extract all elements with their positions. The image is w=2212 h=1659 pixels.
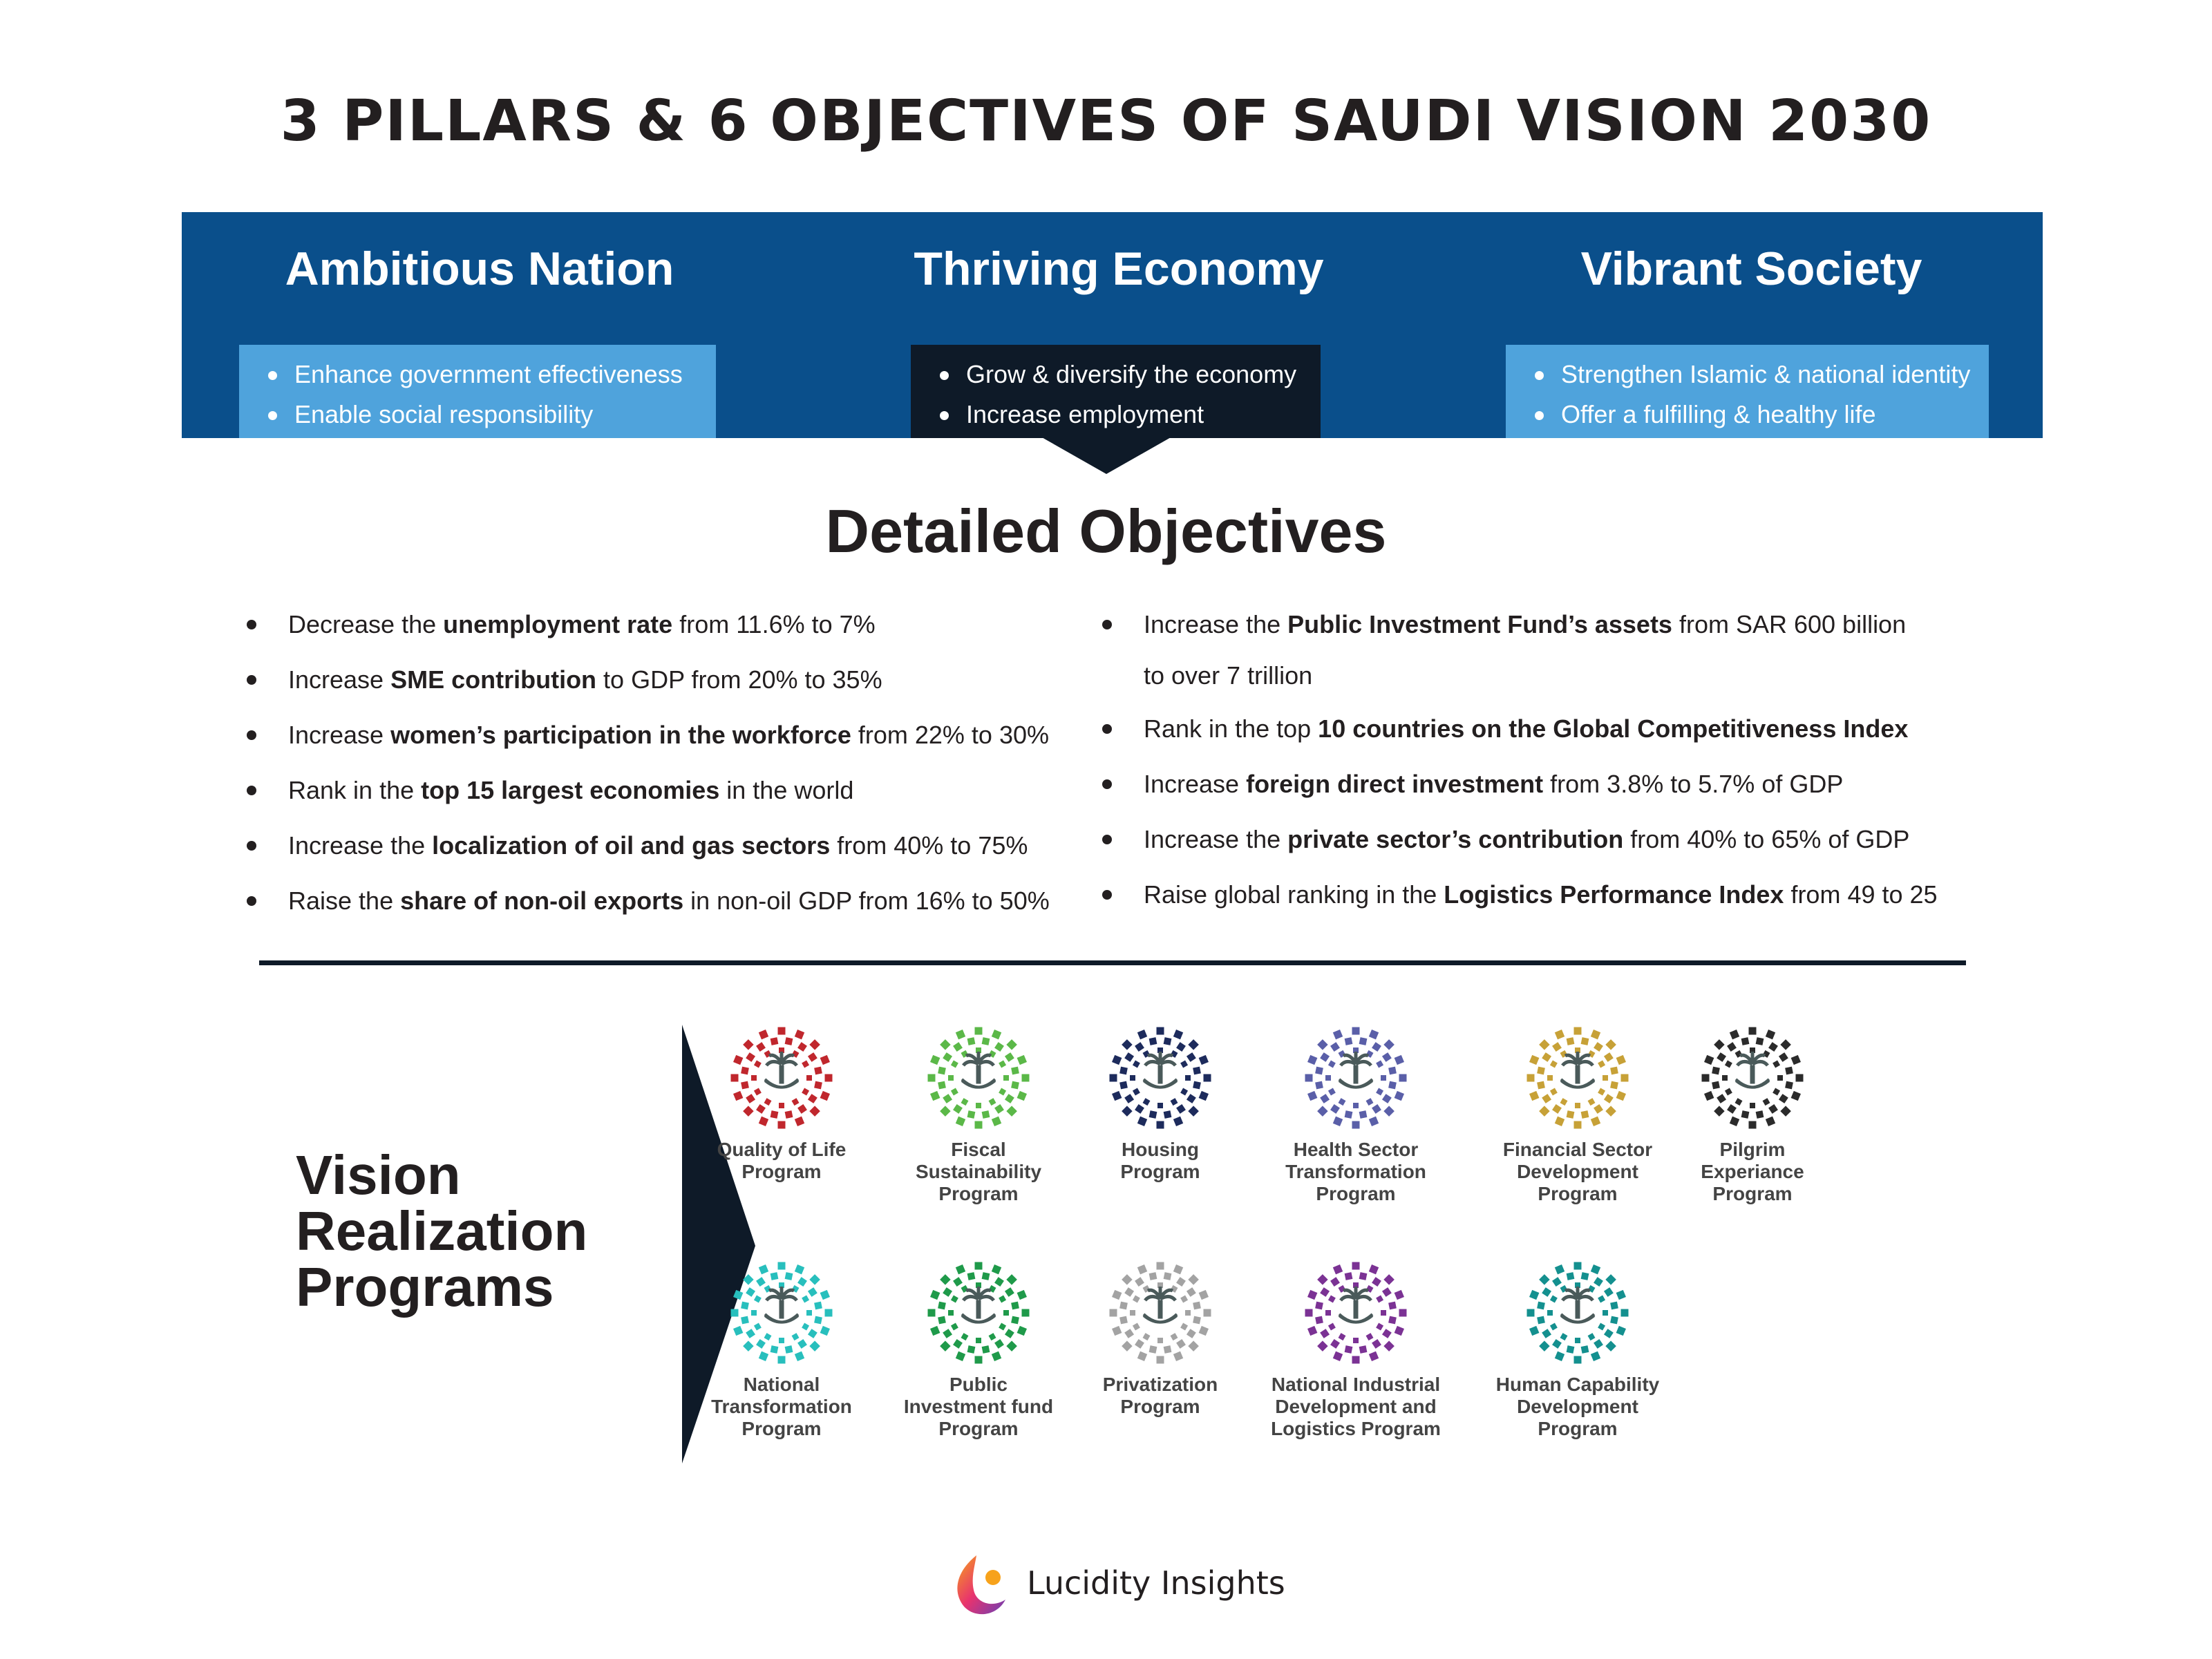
objective-item: Enhance government effectiveness [268, 354, 716, 395]
detailed-objectives-left-list [247, 597, 1050, 929]
program-emblem-icon [1301, 1258, 1411, 1368]
program-label: National Transformation Program [711, 1374, 852, 1439]
program-item [875, 1023, 1082, 1205]
program-label: National Industrial Development and Logistics Program [1271, 1374, 1441, 1439]
pillar-thriving-economy-objectives [911, 345, 1321, 438]
objective-list-item: Increase SME contribution to GDP from 20% to 35% [247, 652, 1050, 708]
pillar-thriving-economy-title: Thriving Economy [914, 243, 1324, 295]
program-item [1057, 1023, 1264, 1183]
vrp-title-line: Vision [296, 1144, 461, 1206]
program-label: Fiscal Sustainability Program [915, 1139, 1042, 1204]
program-item [678, 1258, 885, 1440]
objective-item: Increase employment [940, 395, 1321, 435]
objective-item: Offer a fulfilling & healthy life [1535, 395, 1989, 435]
vrp-title [296, 1144, 588, 1318]
pillar-ambitious-nation-title: Ambitious Nation [285, 243, 674, 295]
lucidity-logo-icon [949, 1550, 1015, 1619]
program-emblem-icon [1301, 1023, 1411, 1133]
program-label: Human Capability Development Program [1495, 1374, 1660, 1439]
objective-item: Grow & diversify the economy [940, 354, 1321, 395]
program-emblem-icon [1105, 1258, 1216, 1368]
objective-list-item: Increase women’s participation in the workforce from 22% to 30% [247, 708, 1050, 763]
program-item [1057, 1258, 1264, 1418]
objective-list-item: Raise global ranking in the Logistics Performance Index from 49 to 25 [1102, 867, 1938, 922]
brand-name: Lucidity Insights [1027, 1564, 1285, 1602]
program-item [1649, 1023, 1856, 1205]
program-label: Health Sector Transformation Program [1285, 1139, 1426, 1204]
program-label: Financial Sector Development Program [1502, 1139, 1653, 1204]
program-label: Privatization Program [1102, 1374, 1218, 1417]
section-divider [259, 960, 1966, 965]
pointer-triangle [1041, 437, 1172, 474]
program-emblem-icon [1522, 1023, 1633, 1133]
program-emblem-icon [1105, 1023, 1216, 1133]
program-item [678, 1023, 885, 1183]
pillar-ambitious-nation-objectives [239, 345, 716, 438]
program-item [1252, 1023, 1459, 1205]
detailed-objectives-right-list [1102, 599, 1938, 922]
program-emblem-icon [1697, 1023, 1808, 1133]
program-label: Public Investment fund Program [903, 1374, 1054, 1439]
program-label: Housing Program [1120, 1139, 1200, 1182]
objective-list-item: Rank in the top 10 countries on the Global Competitiveness Index [1102, 701, 1938, 757]
objective-list-item: Raise the share of non-oil exports in non-oil GDP from 16% to 50% [247, 873, 1050, 929]
detailed-objectives-title: Detailed Objectives [825, 497, 1387, 565]
program-emblem-icon [726, 1258, 837, 1368]
objective-list-item: Increase the localization of oil and gas sectors from 40% to 75% [247, 818, 1050, 873]
program-item [1252, 1258, 1459, 1440]
program-label: Quality of Life Program [717, 1139, 847, 1182]
page-title: 3 PILLARS & 6 OBJECTIVES OF SAUDI VISION 2030 [280, 88, 1932, 154]
program-emblem-icon [923, 1258, 1034, 1368]
program-label: Pilgrim Experiance Program [1701, 1139, 1804, 1204]
pillar-vibrant-society-objectives [1506, 345, 1989, 438]
pillar-vibrant-society-title: Vibrant Society [1580, 243, 1922, 295]
program-emblem-icon [1522, 1258, 1633, 1368]
vrp-title-line: Realization [296, 1200, 588, 1262]
program-emblem-icon [726, 1023, 837, 1133]
objective-list-item: Rank in the top 15 largest economies in the world [247, 763, 1050, 818]
vrp-title-line: Programs [296, 1256, 554, 1318]
program-item [875, 1258, 1082, 1440]
program-item [1474, 1258, 1681, 1440]
program-emblem-icon [923, 1023, 1034, 1133]
objective-item: Enable social responsibility [268, 395, 716, 435]
objective-list-item: Increase foreign direct investment from 3.8% to 5.7% of GDP [1102, 757, 1938, 812]
objective-item: Strengthen Islamic & national identity [1535, 354, 1989, 395]
objective-list-item: Increase the private sector’s contribution from 40% to 65% of GDP [1102, 812, 1938, 867]
objective-list-item: Decrease the unemployment rate from 11.6% to 7% [247, 597, 1050, 652]
objective-list-item: Increase the Public Investment Fund’s assets from SAR 600 billion to over 7 trillion [1102, 599, 1931, 701]
